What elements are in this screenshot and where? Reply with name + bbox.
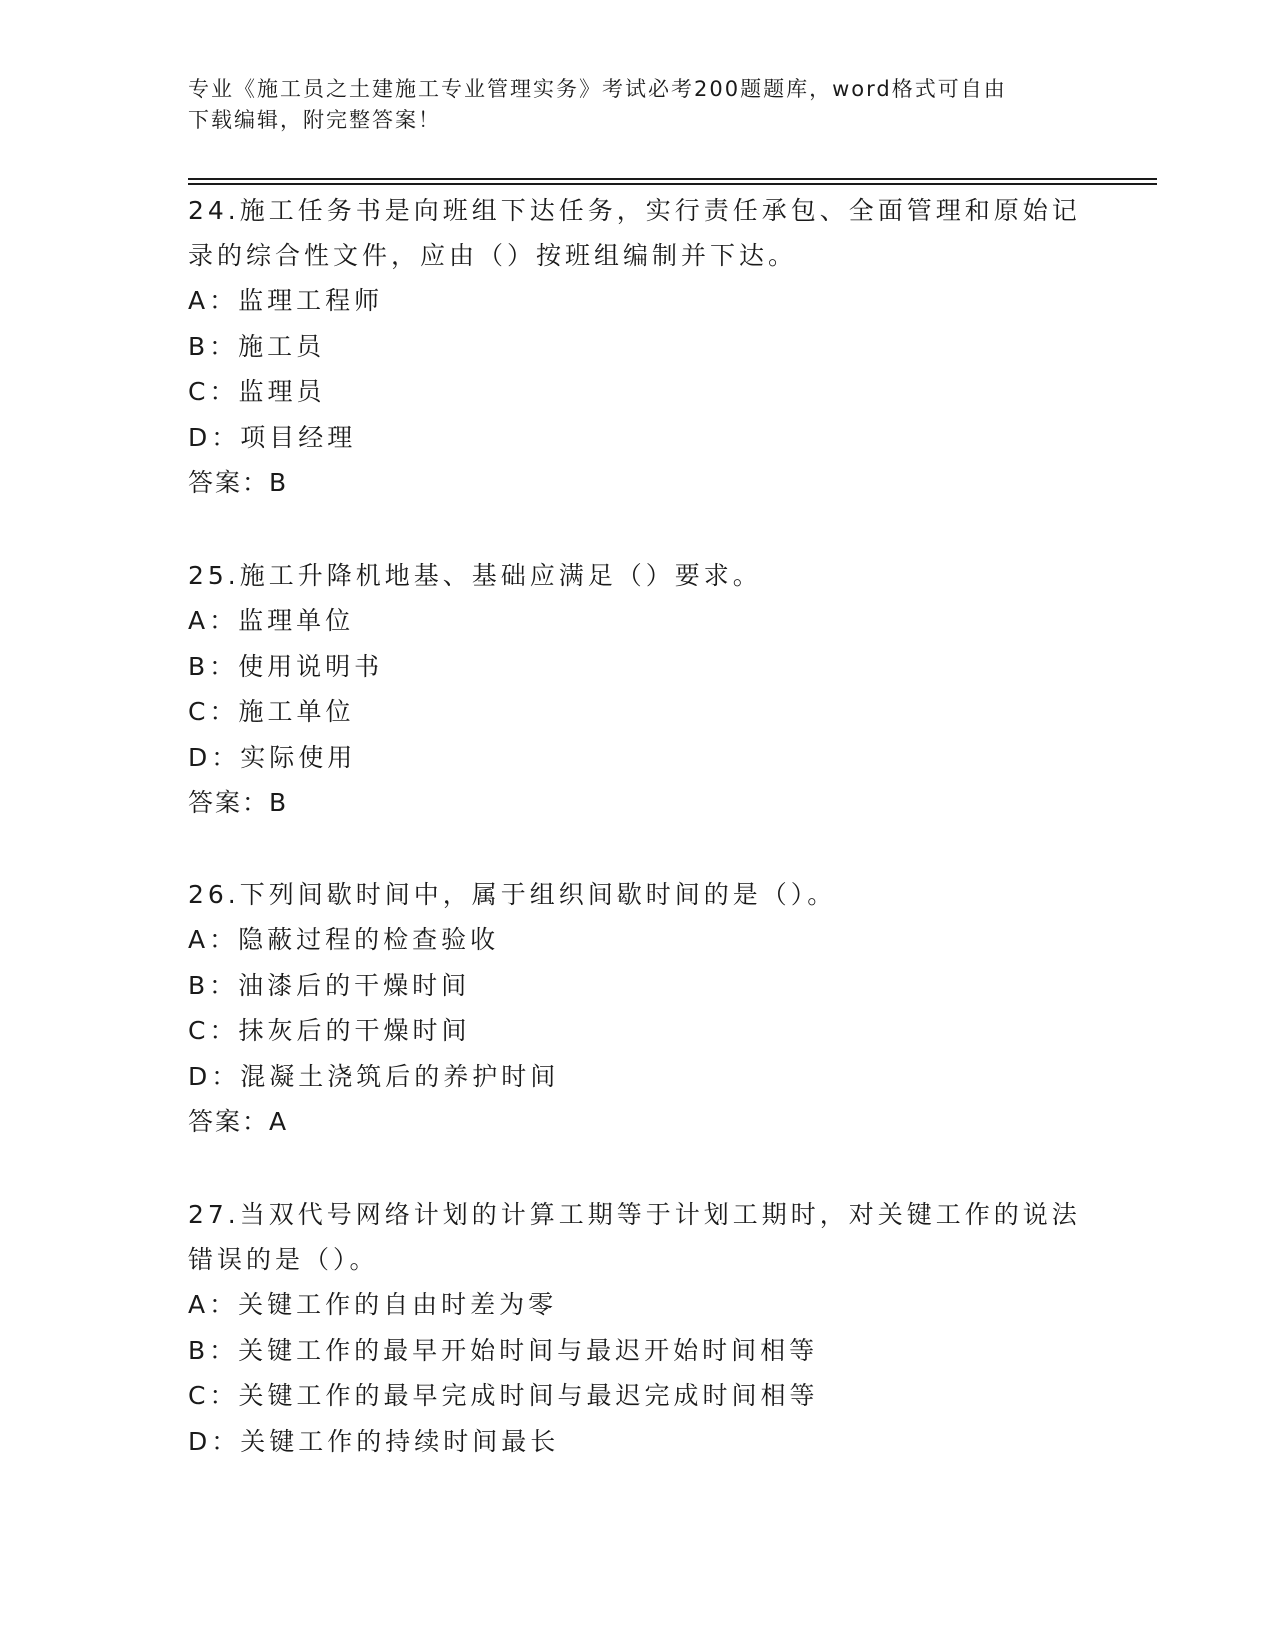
document-header	[188, 74, 1068, 136]
option-a: A：关键工作的自由时差为零	[188, 1290, 558, 1319]
option-d: D：实际使用	[188, 742, 357, 772]
option-d: D：混凝土浇筑后的养护时间	[188, 1061, 560, 1091]
question-26	[188, 872, 1088, 1144]
option-c: C：施工单位	[188, 697, 355, 726]
intro-line-1: 专业《施工员之土建施工专业管理实务》考试必考200题题库，word格式可自由	[188, 77, 1007, 101]
option-a: A：监理工程师	[188, 286, 384, 315]
header-rule-bottom	[188, 183, 1157, 185]
option-a: A：监理单位	[188, 606, 355, 635]
answer: 答案：B	[188, 468, 289, 497]
option-d: D：关键工作的持续时间最长	[188, 1426, 560, 1456]
option-c: C：监理员	[188, 377, 326, 406]
answer: 答案：B	[188, 788, 289, 817]
question-stem-line: 26.下列间歇时间中，属于组织间歇时间的是（）。	[188, 880, 837, 909]
question-stem-line: 27.当双代号网络计划的计算工期等于计划工期时，对关键工作的说法	[188, 1200, 1081, 1229]
question-25	[188, 553, 1088, 825]
option-b: B：使用说明书	[188, 651, 384, 681]
option-c: C：关键工作的最早完成时间与最迟完成时间相等	[188, 1381, 819, 1410]
header-rule-top	[188, 178, 1157, 180]
answer: 答案：A	[188, 1107, 289, 1136]
option-b: B：施工员	[188, 331, 326, 361]
option-b: B：油漆后的干燥时间	[188, 970, 471, 1000]
question-stem-line: 24.施工任务书是向班组下达任务，实行责任承包、全面管理和原始记	[188, 196, 1081, 225]
option-c: C：抹灰后的干燥时间	[188, 1016, 471, 1045]
question-stem-line: 25.施工升降机地基、基础应满足（）要求。	[188, 561, 762, 590]
intro-line-2: 下载编辑，附完整答案！	[188, 108, 441, 132]
option-d: D：项目经理	[188, 422, 357, 452]
question-24	[188, 188, 1088, 505]
question-27	[188, 1192, 1088, 1464]
option-a: A：隐蔽过程的检查验收	[188, 925, 500, 954]
question-stem-line: 错误的是（）。	[188, 1245, 379, 1274]
option-b: B：关键工作的最早开始时间与最迟开始时间相等	[188, 1335, 819, 1365]
question-stem-line: 录的综合性文件，应由（）按班组编制并下达。	[188, 241, 798, 270]
